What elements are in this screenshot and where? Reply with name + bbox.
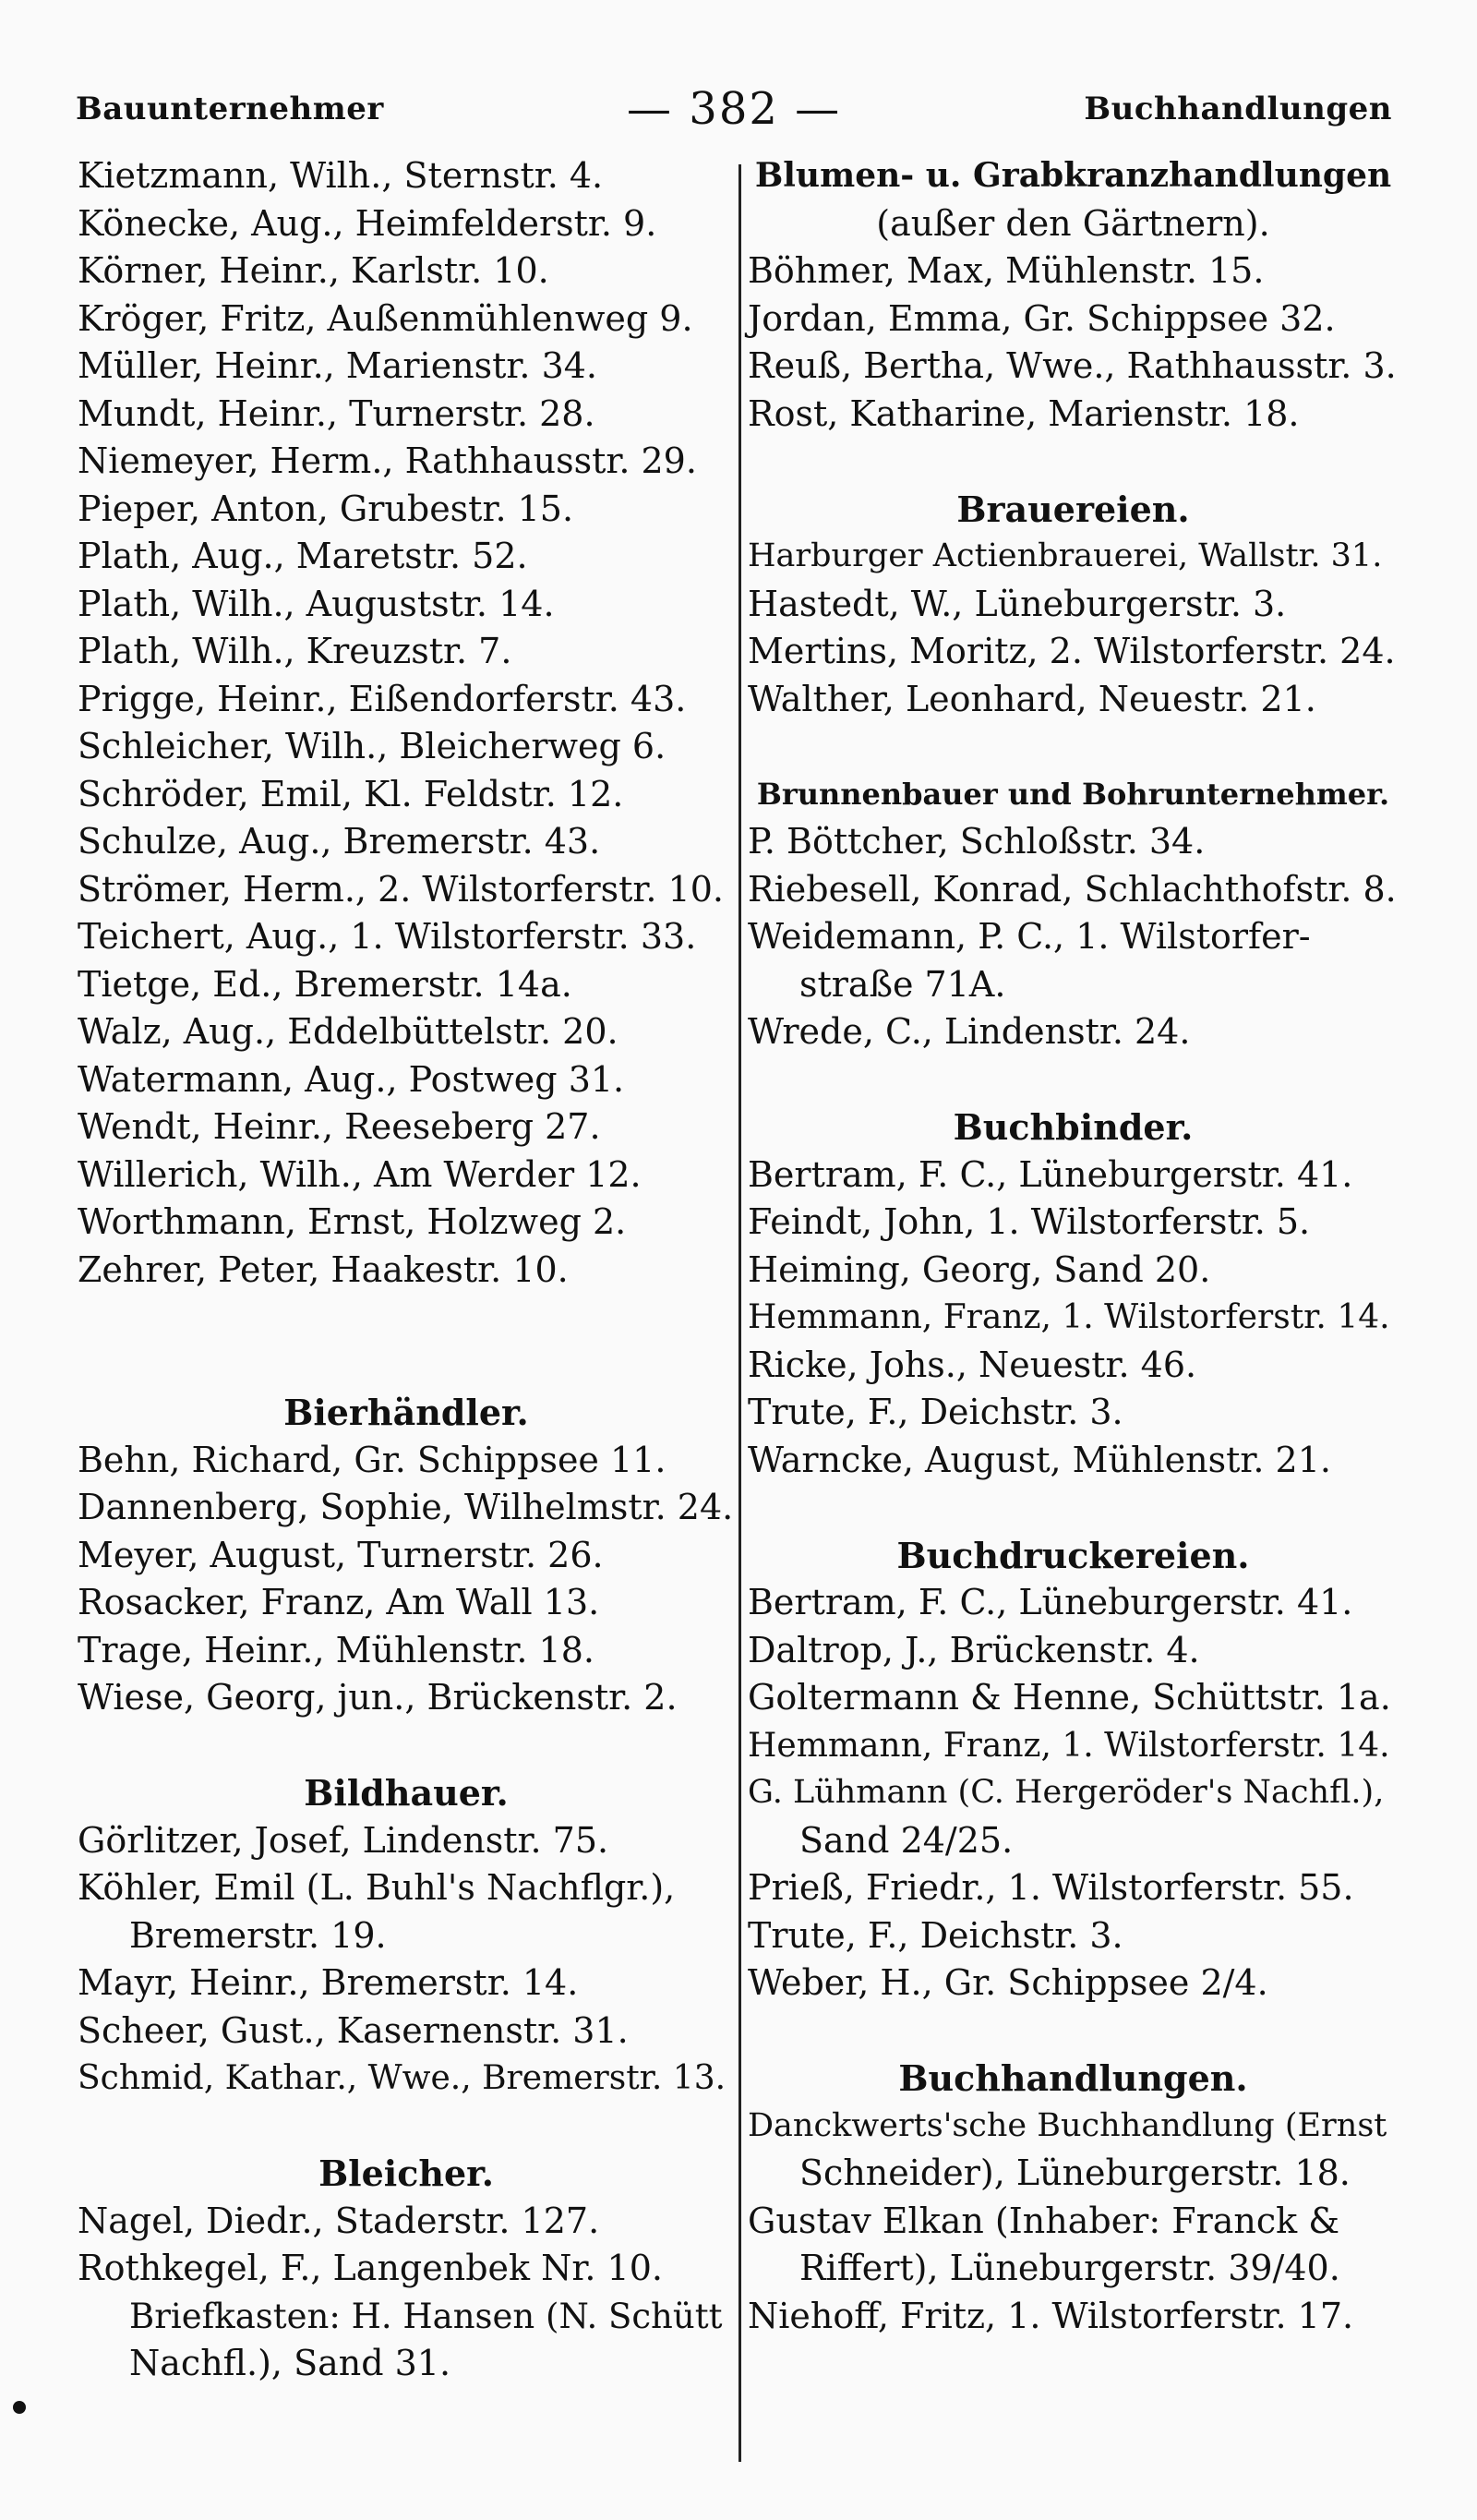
directory-entry: Weber, H., Gr. Schippsee 2/4. [748, 1962, 1268, 2003]
section-heading: Blumen- u. Grabkranzhandlungen [754, 156, 1392, 195]
directory-entry: Warncke, August, Mühlenstr. 21. [748, 1439, 1331, 1480]
directory-entry: Bertram, F. C., Lüneburgerstr. 41. [748, 1582, 1353, 1622]
directory-entry: Schleicher, Wilh., Bleicherweg 6. [78, 726, 666, 766]
section-heading: Bierhändler. [283, 1392, 529, 1433]
directory-entry: Kröger, Fritz, Außenmühlenweg 9. [78, 297, 693, 339]
directory-entry: Tietge, Ed., Bremerstr. 14a. [78, 963, 572, 1005]
column-divider [738, 164, 741, 2462]
directory-entry-continuation: Schneider), Lüneburgerstr. 18. [799, 2152, 1351, 2193]
section-spacer [78, 1722, 735, 1770]
directory-entry: Schulze, Aug., Bremerstr. 43. [78, 821, 601, 862]
section-heading: Brunnenbauer und Bohrunternehmer. [756, 776, 1390, 812]
directory-entry: Pieper, Anton, Grubestr. 15. [78, 488, 574, 529]
directory-entry: Niehoff, Fritz, 1. Wilstorferstr. 17. [748, 2295, 1354, 2336]
directory-entry: Trage, Heinr., Mühlenstr. 18. [78, 1629, 594, 1670]
page-header [76, 72, 1392, 146]
directory-entry: G. Lühmann (C. Hergeröder's Nachfl.), [748, 1774, 1385, 1811]
section-heading: Brauereien. [956, 488, 1190, 530]
directory-entry: Behn, Richard, Gr. Schippsee 11. [78, 1439, 666, 1480]
directory-entry: Hemmann, Franz, 1. Wilstorferstr. 14. [748, 1726, 1390, 1765]
directory-entry: Plath, Wilh., Kreuzstr. 7. [78, 631, 512, 671]
directory-entry: Daltrop, J., Brückenstr. 4. [748, 1629, 1200, 1670]
section-subheading: (außer den Gärtnern). [876, 202, 1270, 244]
section-heading: Buchhandlungen. [898, 2057, 1248, 2099]
section-spacer [748, 2008, 1399, 2056]
directory-entry: Walther, Leonhard, Neuestr. 21. [748, 678, 1316, 719]
directory-entry: Böhmer, Max, Mühlenstr. 15. [748, 250, 1265, 291]
directory-entry: Willerich, Wilh., Am Werder 12. [78, 1153, 642, 1195]
directory-entry: Riebesell, Konrad, Schlachthofstr. 8. [748, 868, 1397, 910]
running-head-left: Bauunternehmer [76, 90, 384, 127]
section-spacer [78, 2103, 735, 2151]
directory-entry: Worthmann, Ernst, Holzweg 2. [78, 1201, 627, 1242]
directory-entry: Niemeyer, Herm., Rathhausstr. 29. [78, 440, 697, 481]
directory-entry: Watermann, Aug., Postweg 31. [78, 1058, 625, 1100]
directory-entry: Reuß, Bertha, Wwe., Rathhausstr. 3. [748, 345, 1397, 386]
directory-entry: Wrede, C., Lindenstr. 24. [748, 1011, 1191, 1052]
section-heading: Bleicher. [318, 2152, 494, 2194]
right-column [748, 152, 1399, 2340]
directory-entry-continuation: Bremerstr. 19. [129, 1914, 387, 1956]
directory-entry: Müller, Heinr., Marienstr. 34. [78, 345, 598, 386]
directory-entry: Zehrer, Peter, Haakestr. 10. [78, 1248, 569, 1290]
directory-entry: Strömer, Herm., 2. Wilstorferstr. 10. [78, 868, 724, 910]
section-spacer [748, 1484, 1399, 1532]
directory-entry: Plath, Aug., Maretstr. 52. [78, 536, 528, 576]
directory-entry: Weidemann, P. C., 1. Wilstorfer- [748, 916, 1311, 957]
directory-entry: Teichert, Aug., 1. Wilstorferstr. 33. [78, 916, 697, 957]
directory-entry: Schmid, Kathar., Wwe., Bremerstr. 13. [78, 2059, 726, 2097]
directory-entry-continuation: Riffert), Lüneburgerstr. 39/40. [799, 2248, 1340, 2288]
directory-entry: Jordan, Emma, Gr. Schippsee 32. [748, 297, 1336, 339]
section-heading: Buchdruckereien. [896, 1534, 1250, 1576]
ink-speck [13, 2401, 26, 2414]
directory-entry: Prieß, Friedr., 1. Wilstorferstr. 55. [748, 1867, 1354, 1908]
directory-entry: Schröder, Emil, Kl. Feldstr. 12. [78, 773, 624, 814]
directory-entry: Mundt, Heinr., Turnerstr. 28. [78, 392, 595, 434]
directory-entry: Könecke, Aug., Heimfelderstr. 9. [78, 202, 657, 244]
directory-entry: Rosacker, Franz, Am Wall 13. [78, 1582, 600, 1622]
directory-entry: Meyer, August, Turnerstr. 26. [78, 1534, 604, 1575]
directory-entry: Trute, F., Deichstr. 3. [748, 1914, 1123, 1956]
section-spacer [78, 1294, 735, 1389]
section-spacer [748, 723, 1399, 771]
directory-entry-continuation: Nachfl.), Sand 31. [129, 2343, 451, 2383]
directory-entry: Hemmann, Franz, 1. Wilstorferstr. 14. [748, 1298, 1390, 1336]
directory-entry: Köhler, Emil (L. Buhl's Nachflgr.), [78, 1867, 676, 1908]
directory-entry: Trute, F., Deichstr. 3. [748, 1392, 1123, 1432]
directory-entry: Rost, Katharine, Marienstr. 18. [748, 392, 1300, 434]
section-heading: Buchbinder. [953, 1106, 1194, 1148]
directory-entry: Kietzmann, Wilh., Sternstr. 4. [78, 155, 604, 196]
directory-entry: Prigge, Heinr., Eißendorferstr. 43. [78, 678, 687, 719]
section-spacer [748, 438, 1399, 486]
directory-entry: Ricke, Johs., Neuestr. 46. [748, 1344, 1197, 1385]
left-column [78, 152, 735, 2388]
directory-entry-continuation: Sand 24/25. [799, 1819, 1014, 1861]
directory-entry: Wendt, Heinr., Reeseberg 27. [78, 1106, 601, 1147]
section-heading: Bildhauer. [304, 1772, 509, 1814]
directory-entry: Hastedt, W., Lüneburgerstr. 3. [748, 583, 1287, 624]
running-head-right: Buchhandlungen [1084, 90, 1392, 127]
directory-entry: Plath, Wilh., Auguststr. 14. [78, 583, 555, 624]
directory-entry: Feindt, John, 1. Wilstorferstr. 5. [748, 1201, 1311, 1242]
directory-entry-continuation: Briefkasten: H. Hansen (N. Schütt [129, 2296, 723, 2336]
directory-entry: Wiese, Georg, jun., Brückenstr. 2. [78, 1677, 678, 1718]
directory-entry: Körner, Heinr., Karlstr. 10. [78, 250, 549, 291]
directory-entry: Rothkegel, F., Langenbek Nr. 10. [78, 2248, 663, 2288]
directory-entry: Gustav Elkan (Inhaber: Franck & [748, 2200, 1340, 2241]
directory-entry: Bertram, F. C., Lüneburgerstr. 41. [748, 1153, 1353, 1195]
directory-entry: P. Böttcher, Schloßstr. 34. [748, 821, 1206, 862]
directory-entry: Dannenberg, Sophie, Wilhelmstr. 24. [78, 1487, 734, 1527]
page-number: — 382 — [627, 83, 842, 135]
directory-entry: Harburger Actienbrauerei, Wallstr. 31. [748, 537, 1383, 574]
directory-entry-continuation: straße 71A. [799, 963, 1006, 1005]
directory-entry: Mayr, Heinr., Bremerstr. 14. [78, 1962, 579, 2003]
section-spacer [748, 1056, 1399, 1104]
directory-entry: Görlitzer, Josef, Lindenstr. 75. [78, 1819, 609, 1861]
directory-entry: Goltermann & Henne, Schüttstr. 1a. [748, 1677, 1391, 1718]
directory-entry: Walz, Aug., Eddelbüttelstr. 20. [78, 1011, 618, 1052]
directory-entry: Scheer, Gust., Kasernenstr. 31. [78, 2009, 629, 2051]
directory-entry: Heiming, Georg, Sand 20. [748, 1248, 1211, 1290]
directory-entry: Nagel, Diedr., Staderstr. 127. [78, 2200, 600, 2241]
directory-entry: Danckwerts'sche Buchhandlung (Ernst [748, 2106, 1387, 2144]
directory-entry: Mertins, Moritz, 2. Wilstorferstr. 24. [748, 631, 1396, 671]
